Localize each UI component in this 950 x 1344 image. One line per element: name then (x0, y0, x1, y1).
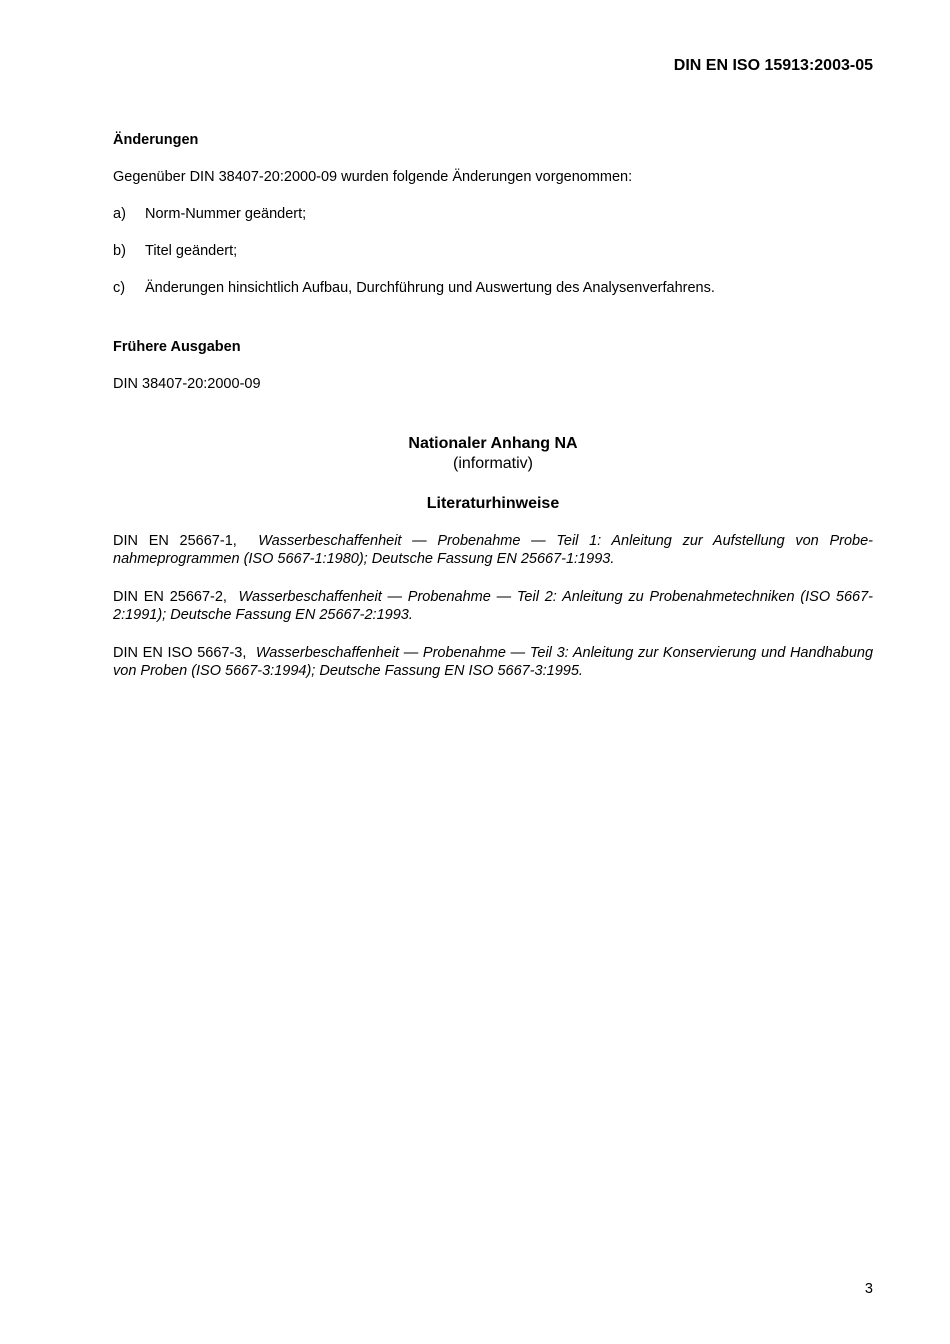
previous-editions-heading: Frühere Ausgaben (113, 339, 241, 355)
change-item (113, 278, 873, 298)
annex-subtitle: (informativ) (452, 455, 533, 472)
reference-number: DIN EN ISO 5667-3, (113, 645, 247, 661)
reference-title: Wasserbeschaffenheit — Probenahme — Teil 2: Anleitung zu Probenahmetechniken (ISO 5667-2:1991); Deutsche Fassung EN 25667-2:1993. (113, 589, 873, 623)
bibliography-heading: Literaturhinweise (426, 495, 560, 512)
reference-item (113, 532, 873, 568)
list-text: Änderungen hinsichtlich Aufbau, Durchführung und Auswertung des Analysenverfahrens. (145, 280, 715, 296)
list-text: Norm-Nummer geändert; (145, 206, 307, 222)
list-marker: b) (113, 243, 126, 259)
change-item (113, 241, 873, 261)
list-marker: a) (113, 206, 126, 222)
changes-heading: Änderungen (113, 132, 199, 148)
reference-number: DIN EN 25667-1, (113, 533, 237, 549)
page-number: 3 (864, 1281, 873, 1297)
previous-editions-text: DIN 38407-20:2000-09 (113, 376, 261, 392)
annex-title: Nationaler Anhang NA (408, 435, 578, 452)
document-id: DIN EN ISO 15913:2003-05 (673, 57, 873, 74)
change-item (113, 204, 873, 224)
changes-intro: Gegenüber DIN 38407-20:2000-09 wurden folgende Änderungen vorgenommen: (113, 169, 633, 185)
reference-title: Wasserbeschaffenheit — Probenahme — Teil 3: Anleitung zur Konservierung und Handhabung von Proben (ISO 5667-3:1994); Deutsche Fassung EN ISO 5667-3:1995. (113, 645, 874, 679)
reference-item (113, 588, 873, 624)
reference-item (113, 644, 873, 680)
list-marker: c) (113, 280, 126, 296)
reference-title: Wasserbeschaffenheit — Probenahme — Teil 1: Anleitung zur Aufstellung von Probenahmeprogrammen (ISO 5667-1:1980); Deutsche Fassung EN 25667-1:1993. (113, 533, 873, 567)
reference-number: DIN EN 25667-2, (113, 589, 227, 605)
list-text: Titel geändert; (145, 243, 238, 259)
page-content (113, 130, 873, 680)
